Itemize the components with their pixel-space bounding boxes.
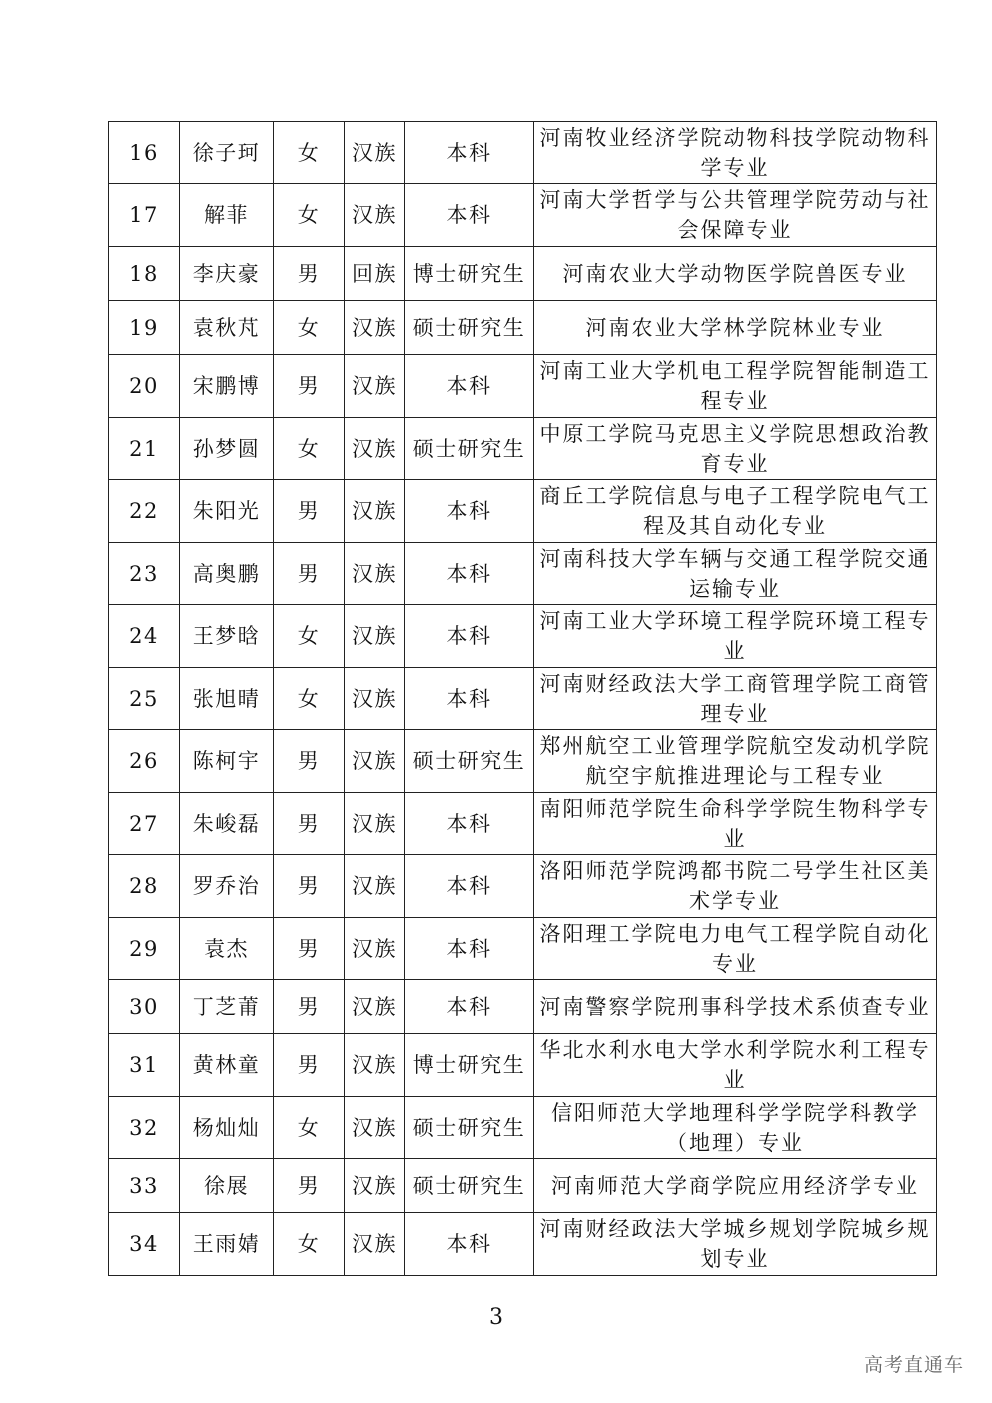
cell-major: 河南财经政法大学城乡规划学院城乡规划专业 (534, 1213, 937, 1276)
cell-major: 河南大学哲学与公共管理学院劳动与社会保障专业 (534, 184, 937, 247)
table-row (109, 1213, 937, 1276)
cell-name: 袁杰 (180, 918, 274, 980)
cell-name: 黄林童 (180, 1034, 274, 1097)
cell-degree: 本科 (405, 184, 534, 247)
page-number: 3 (489, 1305, 503, 1330)
cell-major: 洛阳师范学院鸿都书院二号学生社区美术学专业 (534, 855, 937, 918)
cell-ethnicity: 汉族 (345, 480, 405, 543)
cell-major: 河南警察学院刑事科学技术系侦查专业 (534, 980, 937, 1034)
cell-no: 19 (109, 301, 180, 355)
cell-degree: 博士研究生 (405, 247, 534, 301)
table-row (109, 122, 937, 184)
cell-no: 32 (109, 1097, 180, 1159)
table-row (109, 184, 937, 247)
cell-degree: 本科 (405, 543, 534, 605)
cell-name: 徐子珂 (180, 122, 274, 184)
cell-no: 25 (109, 668, 180, 730)
cell-major: 南阳师范学院生命科学学院生物科学专业 (534, 793, 937, 855)
cell-degree: 硕士研究生 (405, 301, 534, 355)
cell-name: 朱峻磊 (180, 793, 274, 855)
cell-gender: 女 (274, 418, 345, 480)
cell-ethnicity: 汉族 (345, 1159, 405, 1213)
cell-ethnicity: 汉族 (345, 668, 405, 730)
cell-gender: 男 (274, 918, 345, 980)
cell-no: 29 (109, 918, 180, 980)
cell-gender: 男 (274, 543, 345, 605)
cell-gender: 女 (274, 1097, 345, 1159)
cell-name: 王梦晗 (180, 605, 274, 668)
cell-major: 河南工业大学机电工程学院智能制造工程专业 (534, 355, 937, 418)
cell-gender: 男 (274, 855, 345, 918)
table-row (109, 418, 937, 480)
cell-gender: 女 (274, 184, 345, 247)
cell-ethnicity: 汉族 (345, 1213, 405, 1276)
cell-major: 河南财经政法大学工商管理学院工商管理专业 (534, 668, 937, 730)
cell-name: 李庆豪 (180, 247, 274, 301)
cell-no: 23 (109, 543, 180, 605)
cell-degree: 本科 (405, 855, 534, 918)
cell-no: 28 (109, 855, 180, 918)
cell-gender: 女 (274, 301, 345, 355)
roster-table-body (109, 122, 937, 1276)
cell-name: 王雨婧 (180, 1213, 274, 1276)
cell-name: 宋鹏博 (180, 355, 274, 418)
cell-major: 河南农业大学林学院林业专业 (534, 301, 937, 355)
cell-gender: 男 (274, 1034, 345, 1097)
cell-gender: 男 (274, 730, 345, 793)
cell-ethnicity: 汉族 (345, 605, 405, 668)
cell-ethnicity: 汉族 (345, 1034, 405, 1097)
cell-ethnicity: 汉族 (345, 1097, 405, 1159)
cell-major: 郑州航空工业管理学院航空发动机学院航空宇航推进理论与工程专业 (534, 730, 937, 793)
cell-major: 中原工学院马克思主义学院思想政治教育专业 (534, 418, 937, 480)
cell-major: 河南科技大学车辆与交通工程学院交通运输专业 (534, 543, 937, 605)
cell-no: 30 (109, 980, 180, 1034)
cell-degree: 博士研究生 (405, 1034, 534, 1097)
cell-name: 陈柯宇 (180, 730, 274, 793)
cell-gender: 男 (274, 793, 345, 855)
cell-no: 18 (109, 247, 180, 301)
cell-no: 24 (109, 605, 180, 668)
cell-name: 丁芝莆 (180, 980, 274, 1034)
cell-name: 孙梦圆 (180, 418, 274, 480)
table-row (109, 605, 937, 668)
table-row (109, 980, 937, 1034)
table-row (109, 1097, 937, 1159)
cell-no: 21 (109, 418, 180, 480)
cell-name: 袁秋芃 (180, 301, 274, 355)
cell-gender: 男 (274, 980, 345, 1034)
cell-gender: 男 (274, 1159, 345, 1213)
table-row (109, 730, 937, 793)
cell-major: 河南牧业经济学院动物科技学院动物科学专业 (534, 122, 937, 184)
cell-name: 杨灿灿 (180, 1097, 274, 1159)
table-row (109, 543, 937, 605)
cell-degree: 本科 (405, 668, 534, 730)
cell-ethnicity: 汉族 (345, 301, 405, 355)
cell-no: 34 (109, 1213, 180, 1276)
cell-degree: 硕士研究生 (405, 1159, 534, 1213)
cell-gender: 女 (274, 1213, 345, 1276)
cell-gender: 女 (274, 122, 345, 184)
cell-name: 罗乔治 (180, 855, 274, 918)
cell-major: 洛阳理工学院电力电气工程学院自动化专业 (534, 918, 937, 980)
cell-ethnicity: 回族 (345, 247, 405, 301)
table-row (109, 355, 937, 418)
cell-gender: 男 (274, 480, 345, 543)
cell-no: 33 (109, 1159, 180, 1213)
cell-name: 高奥鹏 (180, 543, 274, 605)
cell-name: 解菲 (180, 184, 274, 247)
table-row (109, 480, 937, 543)
cell-major: 信阳师范大学地理科学学院学科教学（地理）专业 (534, 1097, 937, 1159)
cell-ethnicity: 汉族 (345, 122, 405, 184)
table-row (109, 247, 937, 301)
cell-degree: 本科 (405, 480, 534, 543)
cell-degree: 硕士研究生 (405, 1097, 534, 1159)
cell-degree: 本科 (405, 355, 534, 418)
cell-no: 31 (109, 1034, 180, 1097)
cell-ethnicity: 汉族 (345, 543, 405, 605)
cell-degree: 本科 (405, 980, 534, 1034)
table-row (109, 1159, 937, 1213)
cell-ethnicity: 汉族 (345, 855, 405, 918)
cell-degree: 硕士研究生 (405, 418, 534, 480)
table-row (109, 1034, 937, 1097)
table-row (109, 855, 937, 918)
table-row (109, 918, 937, 980)
table-row (109, 301, 937, 355)
cell-ethnicity: 汉族 (345, 918, 405, 980)
cell-major: 河南农业大学动物医学院兽医专业 (534, 247, 937, 301)
cell-major: 河南师范大学商学院应用经济学专业 (534, 1159, 937, 1213)
watermark-text: 高考直通车 (863, 1354, 964, 1376)
cell-degree: 硕士研究生 (405, 730, 534, 793)
cell-major: 商丘工学院信息与电子工程学院电气工程及其自动化专业 (534, 480, 937, 543)
cell-ethnicity: 汉族 (345, 355, 405, 418)
cell-name: 朱阳光 (180, 480, 274, 543)
cell-degree: 本科 (405, 605, 534, 668)
cell-gender: 男 (274, 247, 345, 301)
cell-ethnicity: 汉族 (345, 184, 405, 247)
cell-ethnicity: 汉族 (345, 418, 405, 480)
cell-name: 张旭晴 (180, 668, 274, 730)
cell-major: 华北水利水电大学水利学院水利工程专业 (534, 1034, 937, 1097)
cell-no: 16 (109, 122, 180, 184)
cell-ethnicity: 汉族 (345, 730, 405, 793)
cell-major: 河南工业大学环境工程学院环境工程专业 (534, 605, 937, 668)
cell-gender: 女 (274, 605, 345, 668)
cell-degree: 本科 (405, 122, 534, 184)
cell-degree: 本科 (405, 793, 534, 855)
cell-gender: 女 (274, 668, 345, 730)
cell-no: 17 (109, 184, 180, 247)
cell-degree: 本科 (405, 1213, 534, 1276)
cell-name: 徐展 (180, 1159, 274, 1213)
table-row (109, 793, 937, 855)
cell-no: 27 (109, 793, 180, 855)
cell-no: 20 (109, 355, 180, 418)
table-row (109, 668, 937, 730)
cell-gender: 男 (274, 355, 345, 418)
cell-no: 26 (109, 730, 180, 793)
roster-table (108, 121, 937, 1276)
cell-ethnicity: 汉族 (345, 793, 405, 855)
cell-degree: 本科 (405, 918, 534, 980)
cell-ethnicity: 汉族 (345, 980, 405, 1034)
cell-no: 22 (109, 480, 180, 543)
